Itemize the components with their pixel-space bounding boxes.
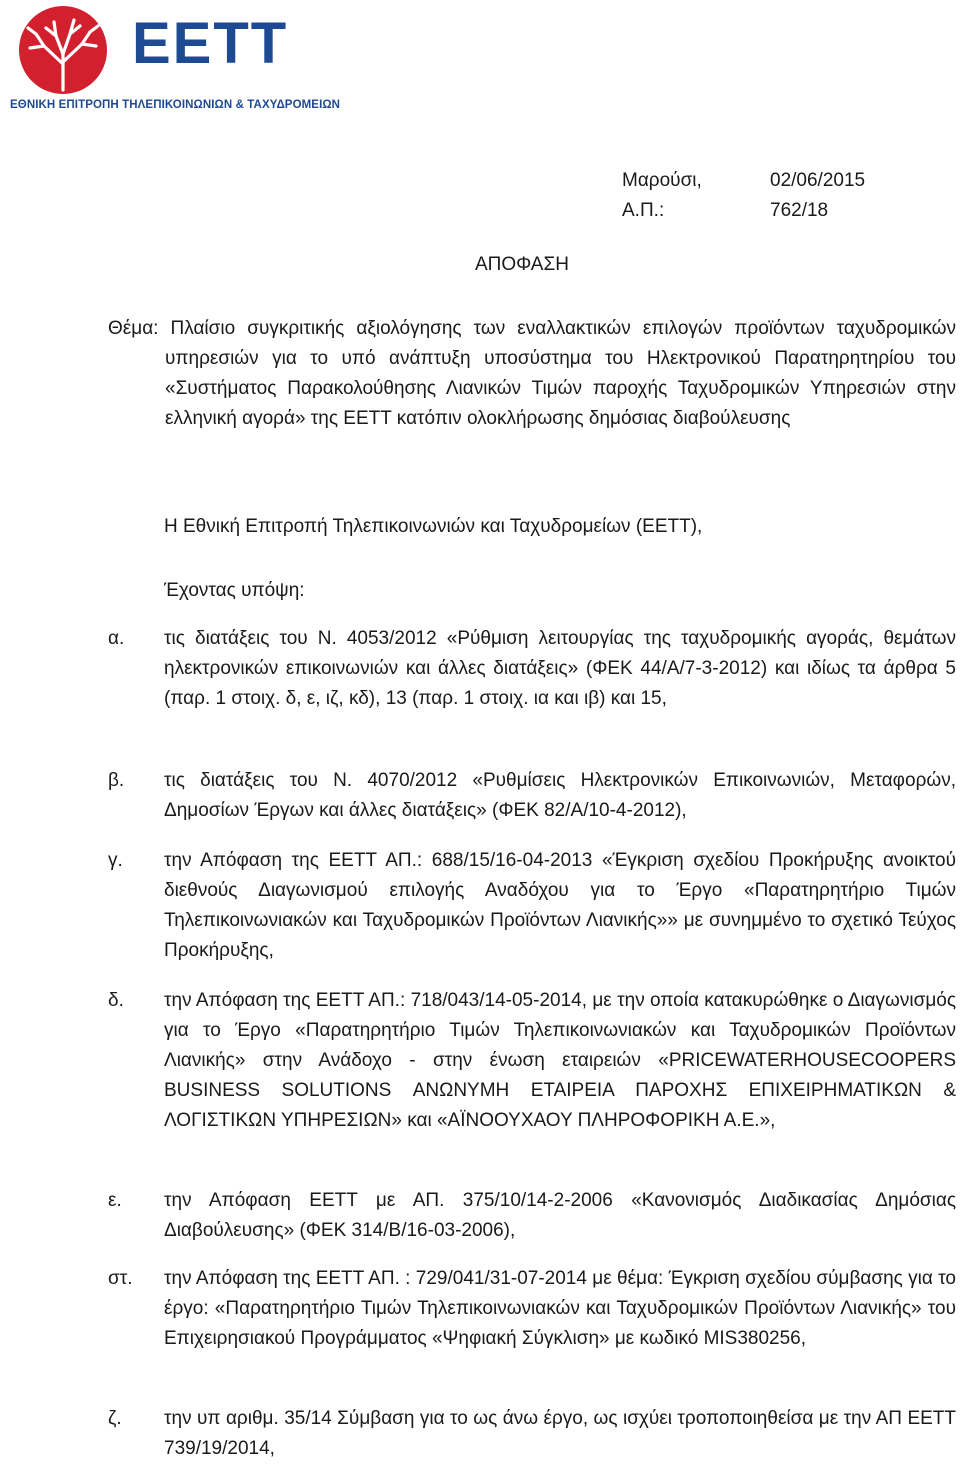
list-item-text: τις διατάξεις του Ν. 4070/2012 «Ρυθμίσεις Ηλεκτρονικών Επικοινωνιών, Μεταφορών, Δημοσίων Έργων και άλλες διατάξεις» (ΦΕΚ 82/Α/10-4-2012), bbox=[164, 770, 956, 821]
place-label: Μαρούσι, bbox=[622, 170, 702, 191]
list-item bbox=[108, 846, 956, 966]
reference-label: Α.Π.: bbox=[622, 200, 665, 221]
list-item bbox=[108, 766, 956, 826]
list-item bbox=[108, 1264, 956, 1354]
list-item bbox=[108, 1404, 956, 1464]
list-item bbox=[108, 624, 956, 714]
list-marker: ε. bbox=[108, 1190, 122, 1211]
list-item bbox=[108, 1186, 956, 1246]
logo-caption: ΕΘΝΙΚΗ ΕΠΙΤΡΟΠΗ ΤΗΛΕΠΙΚΟΙΝΩΝΙΩΝ & ΤΑΧΥΔΡΟΜΕΙΩΝ bbox=[10, 99, 341, 111]
list-item-text: την Απόφαση της ΕΕΤΤ ΑΠ.: 688/15/16-04-2013 «Έγκριση σχεδίου Προκήρυξης ανοικτού διεθνούς Διαγωνισμού επιλογής Αναδόχου για το Έργο «Παρατηρητήριο Τιμών Τηλεπικοινωνιακών και Ταχυδρομικών Προϊόντων Λιανικής»» με συνημμένο το σχετικό Τεύχος Προκήρυξης, bbox=[164, 850, 956, 961]
authority-line: Η Εθνική Επιτροπή Τηλεπικοινωνιών και Ταχυδρομείων (ΕΕΤΤ), bbox=[164, 516, 703, 537]
date-row bbox=[622, 166, 865, 196]
reference-row bbox=[622, 196, 865, 226]
list-item bbox=[108, 986, 956, 1136]
logo-wordmark: ΕΕΤΤ bbox=[132, 11, 289, 76]
document-meta bbox=[622, 166, 865, 226]
document-title: ΑΠΟΦΑΣΗ bbox=[475, 254, 569, 275]
reference-number: 762/18 bbox=[770, 200, 829, 221]
list-item-text: την Απόφαση της ΕΕΤΤ ΑΠ. : 729/041/31-07-2014 με θέμα: Έγκριση σχεδίου σύμβασης για το έργο: «Παρατηρητήριο Τιμών Τηλεπικοινωνιακών και Ταχυδρομικών Προϊόντων Λιανικής» του Επιχειρησιακού Προγράμματος «Ψηφιακή Σύγκλιση» με κωδικό MIS380256, bbox=[164, 1268, 956, 1349]
list-marker: ζ. bbox=[108, 1408, 122, 1429]
list-item-text: την υπ αριθμ. 35/14 Σύμβαση για το ως άνω έργο, ως ισχύει τροποποιηθείσα με την ΑΠ ΕΕΤΤ 739/19/2014, bbox=[164, 1408, 956, 1459]
tree-emblem-icon bbox=[8, 4, 118, 96]
list-marker: β. bbox=[108, 770, 125, 791]
list-item-text: την Απόφαση ΕΕΤΤ με ΑΠ. 375/10/14-2-2006 «Κανονισμός Διαδικασίας Δημόσιας Διαβούλευσης» (ΦΕΚ 314/Β/16-03-2006), bbox=[164, 1190, 956, 1241]
list-item-text: τις διατάξεις του Ν. 4053/2012 «Ρύθμιση λειτουργίας της ταχυδρομικής αγοράς, θεμάτων ηλεκτρονικών επικοινωνιών και άλλες διατάξεις» (ΦΕΚ 44/Α/7-3-2012) και ιδίως τα άρθρα 5 (παρ. 1 στοιχ. δ, ε, ιζ, κδ), 13 (παρ. 1 στοιχ. ια και ιβ) και 15, bbox=[164, 628, 956, 709]
considering-heading: Έχοντας υπόψη: bbox=[164, 580, 305, 601]
eett-logo bbox=[8, 4, 341, 114]
list-item-text: την Απόφαση της ΕΕΤΤ ΑΠ.: 718/043/14-05-2014, με την οποία κατακυρώθηκε ο Διαγωνισμός για το Έργο «Παρατηρητήριο Τιμών Τηλεπικοινωνιακών και Ταχυδρομικών Προϊόντων Λιανικής» στην Ανάδοχο - στην ένωση εταιρειών «PRICEWATERHOUSECOOPERS BUSINESS SOLUTIONS ΑΝΩΝΥΜΗ ΕΤΑΙΡΕΙΑ ΠΑΡΟΧΗΣ ΕΠΙΧΕΙΡΗΜΑΤΙΚΩΝ & ΛΟΓΙΣΤΙΚΩΝ ΥΠΗΡΕΣΙΩΝ» και «ΑΪΝΟΟΥΧΑΟΥ ΠΛΗΡΟΦΟΡΙΚΗ Α.Ε.», bbox=[164, 990, 956, 1131]
subject-paragraph bbox=[108, 314, 956, 434]
list-marker: στ. bbox=[108, 1268, 133, 1289]
document-date: 02/06/2015 bbox=[770, 170, 866, 191]
list-marker: α. bbox=[108, 628, 125, 649]
list-marker: δ. bbox=[108, 990, 124, 1011]
list-marker: γ. bbox=[108, 850, 123, 871]
subject-text: Θέμα: Πλαίσιο συγκριτικής αξιολόγησης των εναλλακτικών επιλογών προϊόντων ταχυδρομικών υπηρεσιών για το υπό ανάπτυξη υποσύστημα του Ηλεκτρονικού Παρατηρητηρίου του «Συστήματος Παρακολούθησης Λιανικών Τιμών παροχής Ταχυδρομικών Υπηρεσιών στην ελληνική αγορά» της ΕΕΤΤ κατόπιν ολοκλήρωσης δημόσιας διαβούλευσης bbox=[108, 318, 956, 429]
